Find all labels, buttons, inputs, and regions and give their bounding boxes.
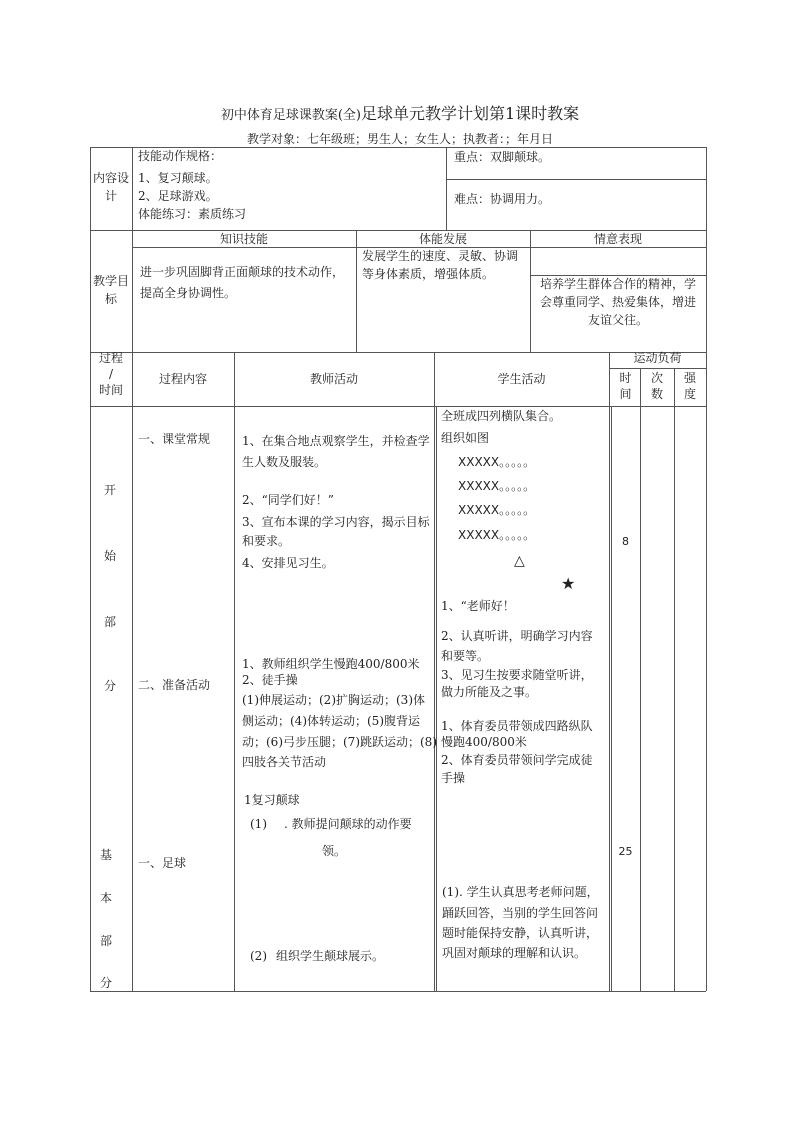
content-item-routine: 一、课堂常规	[138, 432, 211, 446]
teacher-line: 生人数及服装。	[242, 455, 327, 469]
content-line: 2、足球游戏。	[138, 189, 218, 203]
student-line: 全班成四列横队集合。	[441, 409, 562, 423]
goal-knowledge-line: 进一步巩固脚背正面颠球的技术动作，	[140, 265, 345, 279]
content-line: 1、复习颠球。	[138, 171, 218, 185]
formation-row: XXXXX。。。。。	[458, 479, 536, 493]
formation-row: XXXXX。。。。。	[458, 503, 536, 517]
document-subtitle: 教学对象：七年级班；男生人；女生人；执教者：；年月日	[246, 132, 553, 146]
section-start-char: 开	[103, 483, 116, 497]
header-intensity: 强 度	[683, 371, 696, 401]
content-line: 体能练习：素质练习	[138, 207, 247, 221]
student-line: 做力所能及之事。	[441, 685, 538, 699]
student-line: 手操	[441, 771, 466, 785]
header-load: 运动负荷	[633, 351, 682, 365]
teacher-line: 1、在集合地点观察学生，并检查学	[242, 434, 430, 448]
teacher-line: 四肢各关节活动	[242, 755, 327, 769]
content-design-label: 内容设计	[92, 171, 129, 203]
section-basic-char: 分	[99, 976, 112, 990]
section-start-char: 部	[103, 615, 116, 629]
goal-knowledge-line: 提高全身协调性。	[140, 286, 237, 300]
document-title	[0, 101, 800, 124]
content-item-warmup: 二、准备活动	[138, 678, 211, 692]
student-line: 慢跑400/800米	[441, 735, 527, 749]
teacher-line: 和要求。	[242, 534, 291, 548]
header-process-time: 过程 / 时间	[98, 351, 123, 397]
goal-fitness-line: 发展学生的速度、灵敏、协调	[362, 249, 519, 263]
student-line: 1、体育委员带领成四路纵队	[441, 719, 593, 733]
teacher-line: 组织学生颠球展示。	[276, 949, 385, 963]
student-line: 巩固对颠球的理解和认识。	[442, 946, 587, 960]
student-line: 组织如图	[441, 431, 490, 445]
goal-header-fitness: 体能发展	[418, 232, 467, 246]
teacher-line: (2)	[250, 949, 267, 963]
content-item-football: 一、足球	[138, 856, 187, 870]
teacher-line: 领。	[322, 844, 347, 858]
teacher-line: . 教师提问颠球的动作要	[284, 817, 412, 831]
section-start-time: 8	[622, 535, 629, 548]
teacher-line: (1)	[250, 817, 267, 831]
student-line: 2、体育委员带领问学完成徒	[441, 753, 593, 767]
teacher-line: 2、“同学们好！”	[242, 493, 334, 507]
teacher-line: 动；(6)弓步压腿；(7)跳跃运动；(8)	[242, 735, 437, 749]
student-line: 和要等。	[441, 649, 490, 663]
teacher-line: 1复习颠球	[244, 793, 300, 807]
student-line: 题时能保持安静，认真听讲，	[442, 926, 599, 940]
star-icon: ★	[561, 574, 576, 593]
section-basic-char: 本	[99, 891, 112, 905]
student-line: (1). 学生认真思考老师问题，	[442, 885, 599, 899]
goal-header-affect: 情意表现	[593, 232, 642, 246]
teacher-line: 1、教师组织学生慢跑400/800米	[242, 657, 420, 671]
content-line: 技能动作规格：	[138, 149, 223, 163]
teacher-position-triangle: △	[514, 553, 525, 569]
teacher-line: (1)伸展运动；(2)扩胸运动；(3)体	[242, 693, 425, 707]
difficulty: 难点：协调用力。	[454, 192, 551, 206]
teacher-line: 4、安排见习生。	[242, 556, 334, 570]
header-student: 学生活动	[497, 372, 546, 386]
teacher-line: 3、宣布本课的学习内容，揭示目标	[242, 515, 430, 529]
goal-affect-line: 会尊重同学、热爱集体，增进	[539, 295, 696, 309]
goal-fitness-line: 等身体素质，增强体质。	[362, 267, 495, 281]
goal-affect-line: 友谊父往。	[587, 313, 648, 327]
teaching-goals-label: 教学目标	[92, 274, 129, 306]
formation-row: XXXXX。。。。。	[458, 455, 536, 469]
section-start-char: 分	[103, 679, 116, 693]
title-small: 初中体育足球课教案(全)	[220, 108, 361, 123]
student-line: 3、见习生按要求随堂听讲，	[441, 668, 593, 682]
formation-row: XXXXX。。。。。	[458, 528, 536, 542]
header-teacher: 教师活动	[309, 372, 358, 386]
student-line: 1、“老师好！	[441, 599, 515, 613]
student-line: 踊跃回答，当别的学生回答问	[442, 906, 599, 920]
section-basic-char: 部	[99, 934, 112, 948]
header-count: 次 数	[650, 371, 663, 401]
section-basic-char: 基	[99, 848, 112, 862]
teacher-line: 2、徒手操	[242, 673, 298, 687]
teacher-line: 侧运动；(4)体转运动；(5)腹背运	[242, 714, 420, 728]
key-point: 重点：双脚颠球。	[454, 150, 551, 164]
section-basic-time: 25	[618, 845, 633, 858]
section-start-char: 始	[103, 549, 116, 563]
student-line: 2、认真听讲，明确学习内容	[441, 629, 593, 643]
goal-affect-line: 培养学生群体合作的精神，学	[539, 277, 696, 291]
title-big: 足球单元教学计划第1课时教案	[360, 104, 580, 123]
header-content: 过程内容	[158, 372, 207, 386]
goal-header-knowledge: 知识技能	[219, 232, 268, 246]
header-time: 时 间	[619, 371, 632, 401]
